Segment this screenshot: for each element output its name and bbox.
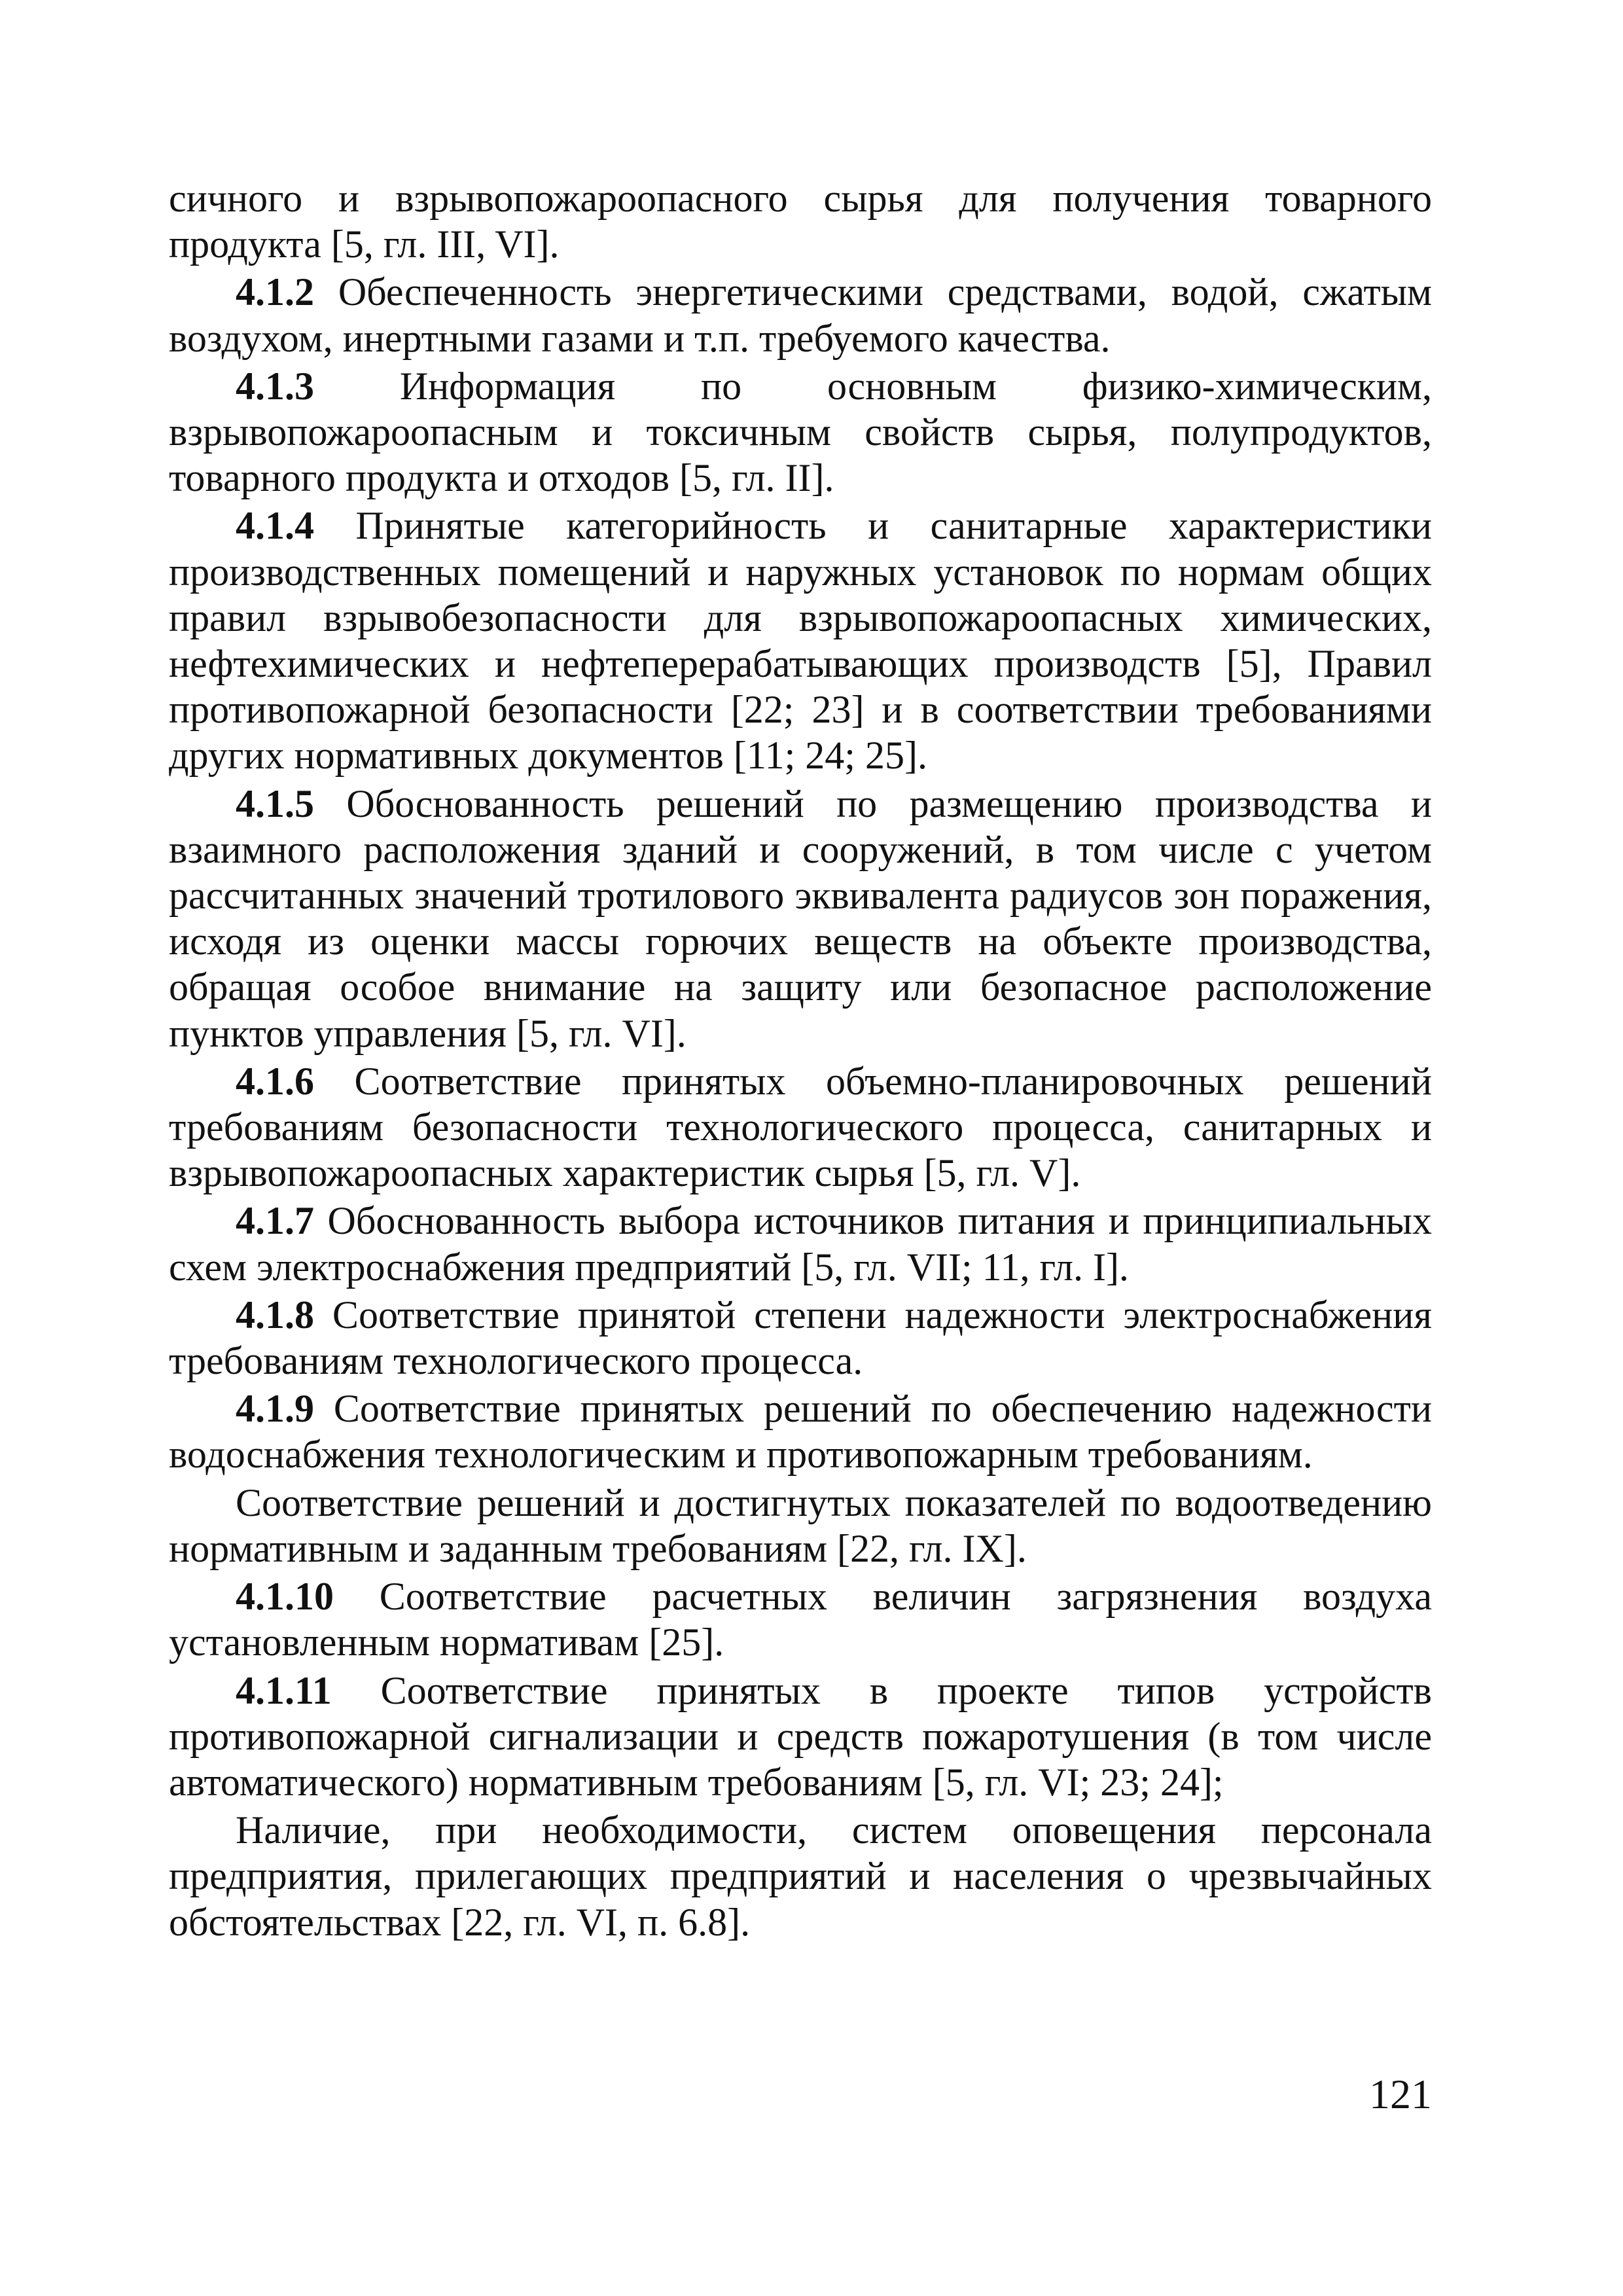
document-body bbox=[169, 175, 1432, 1947]
section-number: 4.1.6 bbox=[236, 1059, 314, 1103]
paragraph-text: Обоснованность выбора источников питания и принципиальных схем электроснабжения предприятий [5, гл. VII; 11, гл. I]. bbox=[169, 1199, 1432, 1289]
paragraph-4-1-5 bbox=[169, 781, 1432, 1056]
paragraph-text: Обоснованность решений по размещению производства и взаимного расположения зданий и сооружений, в том числе с учетом рассчитанных значений тротилового эквивалента радиусов зон поражения, исходя из оценки массы горючих веществ на объекте производства, обращая особое внимание на защиту или безопасное расположение пунктов управления [5, гл. VI]. bbox=[169, 781, 1432, 1055]
paragraph-text: Соответствие решений и достигнутых показателей по водоотведению нормативным и заданным требованиям [22, гл. IX]. bbox=[169, 1480, 1432, 1570]
paragraph-text: Соответствие принятой степени надежности электроснабжения требованиям технологического процесса. bbox=[169, 1293, 1432, 1383]
section-number: 4.1.3 bbox=[236, 364, 314, 408]
paragraph-4-1-8 bbox=[169, 1292, 1432, 1384]
paragraph-4-1-6 bbox=[169, 1058, 1432, 1196]
paragraph-text: Информация по основным физико-химическим, взрывопожароопасным и токсичным свойств сырья, полупродуктов, товарного продукта и отходов [5, гл. II]. bbox=[169, 364, 1432, 500]
section-number: 4.1.5 bbox=[236, 781, 314, 825]
section-number: 4.1.10 bbox=[236, 1575, 334, 1619]
paragraph-4-1-11 bbox=[169, 1668, 1432, 1806]
section-number: 4.1.4 bbox=[236, 504, 314, 548]
paragraph-text: Обеспеченность энергетическими средствами, водой, сжатым воздухом, инертными газами и т.п. требуемого качества. bbox=[169, 270, 1432, 360]
paragraph-text: Соответствие принятых решений по обеспечению надежности водоснабжения технологическим и противопожарным требованиям. bbox=[169, 1387, 1432, 1477]
paragraph-text: Соответствие принятых объемно-планировочных решений требованиям безопасности технологического процесса, санитарных и взрывопожароопасных характеристик сырья [5, гл. V]. bbox=[169, 1059, 1432, 1195]
paragraph-text: Соответствие принятых в проекте типов устройств противопожарной сигнализации и средств пожаротушения (в том числе автоматического) нормативным требованиям [5, гл. VI; 23; 24]; bbox=[169, 1668, 1432, 1804]
page-number: 121 bbox=[1369, 2071, 1432, 2117]
section-number: 4.1.8 bbox=[236, 1293, 314, 1336]
paragraph-4-1-9 bbox=[169, 1386, 1432, 1477]
paragraph-text: Наличие, при необходимости, систем оповещения персонала предприятия, прилегающих предприятий и населения о чрезвычайных обстоятельствах [22, гл. VI, п. 6.8]. bbox=[169, 1808, 1432, 1944]
paragraph-warning-systems bbox=[169, 1807, 1432, 1945]
paragraph-4-1-7 bbox=[169, 1198, 1432, 1289]
paragraph-text: сичного и взрывопожароопасного сырья для получения товарного продукта [5, гл. III, VI]. bbox=[169, 177, 1432, 266]
paragraph-text: Принятые категорийность и санитарные характеристики производственных помещений и наружных установок по нормам общих правил взрывобезопасности для взрывопожароопасных химических, нефтехимических и нефтеперерабатывающих производств [5], Правил противопожарной безопасности [22; 23] и в соответствии требованиями других нормативных документов [11; 24; 25]. bbox=[169, 504, 1432, 778]
paragraph-4-1-3 bbox=[169, 363, 1432, 501]
paragraph-text: Соответствие расчетных величин загрязнения воздуха установленным нормативам [25]. bbox=[169, 1575, 1432, 1664]
paragraph-4-1-2 bbox=[169, 269, 1432, 361]
paragraph-water-disposal bbox=[169, 1480, 1432, 1571]
section-number: 4.1.11 bbox=[236, 1668, 332, 1712]
paragraph-4-1-10 bbox=[169, 1573, 1432, 1665]
paragraph-4-1-4 bbox=[169, 503, 1432, 778]
paragraph-continuation bbox=[169, 175, 1432, 267]
section-number: 4.1.7 bbox=[236, 1199, 314, 1243]
section-number: 4.1.2 bbox=[236, 270, 314, 314]
section-number: 4.1.9 bbox=[236, 1387, 314, 1431]
